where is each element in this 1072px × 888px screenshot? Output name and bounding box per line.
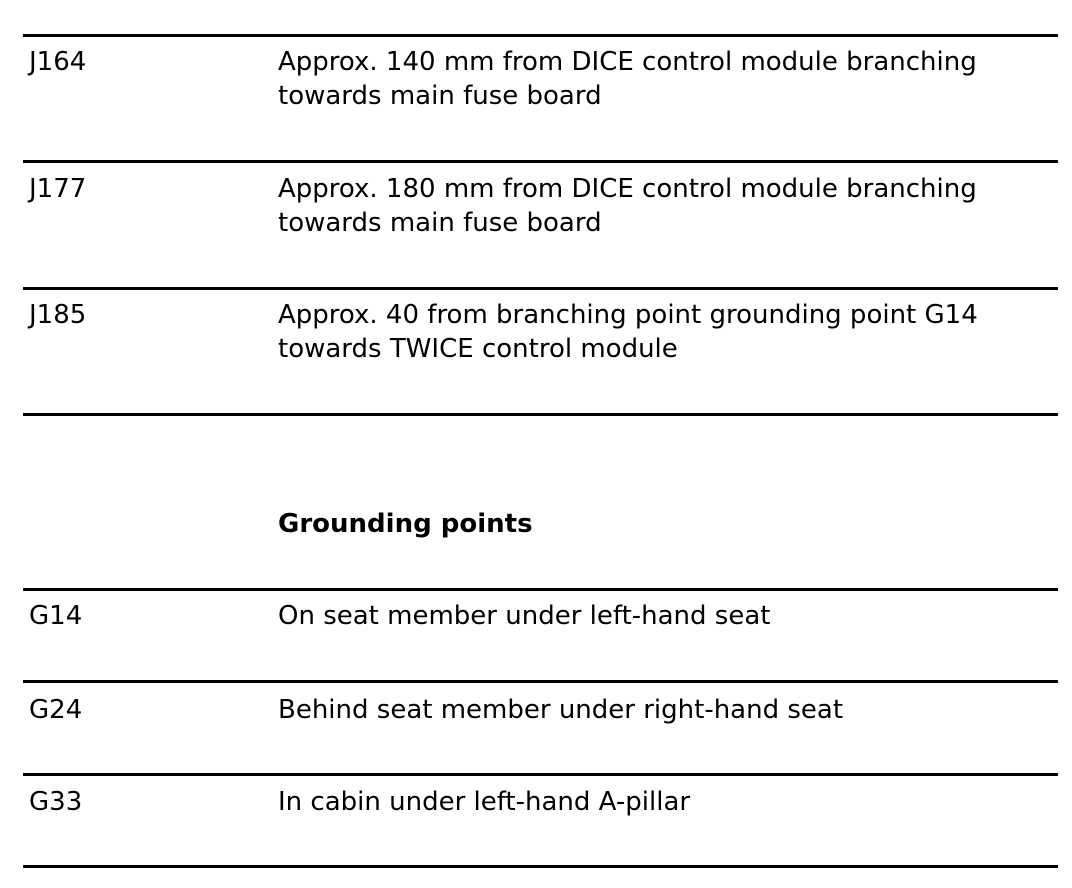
grounding-code: G14 (29, 601, 83, 631)
grounding-description: Behind seat member under right-hand seat (278, 695, 844, 725)
connector-code: J177 (29, 174, 87, 204)
connector-code: J185 (29, 300, 87, 330)
connector-description: Approx. 180 mm from DICE control module branching towards main fuse board (278, 174, 977, 238)
grounding-description: In cabin under left-hand A-pillar (278, 787, 691, 817)
grounding-description: On seat member under left-hand seat (278, 601, 771, 631)
table-divider (23, 865, 1058, 868)
grounding-code: G33 (29, 787, 83, 817)
connector-code: J164 (29, 47, 87, 77)
table-divider (23, 34, 1058, 37)
section-title: Grounding points (278, 509, 533, 539)
table-divider (23, 413, 1058, 416)
connector-description: Approx. 40 from branching point grounding point G14 towards TWICE control module (278, 300, 978, 364)
table-divider (23, 287, 1058, 290)
table-divider (23, 773, 1058, 776)
table-divider (23, 588, 1058, 591)
connector-description: Approx. 140 mm from DICE control module branching towards main fuse board (278, 47, 977, 111)
table-divider (23, 680, 1058, 683)
grounding-code: G24 (29, 695, 83, 725)
table-divider (23, 160, 1058, 163)
